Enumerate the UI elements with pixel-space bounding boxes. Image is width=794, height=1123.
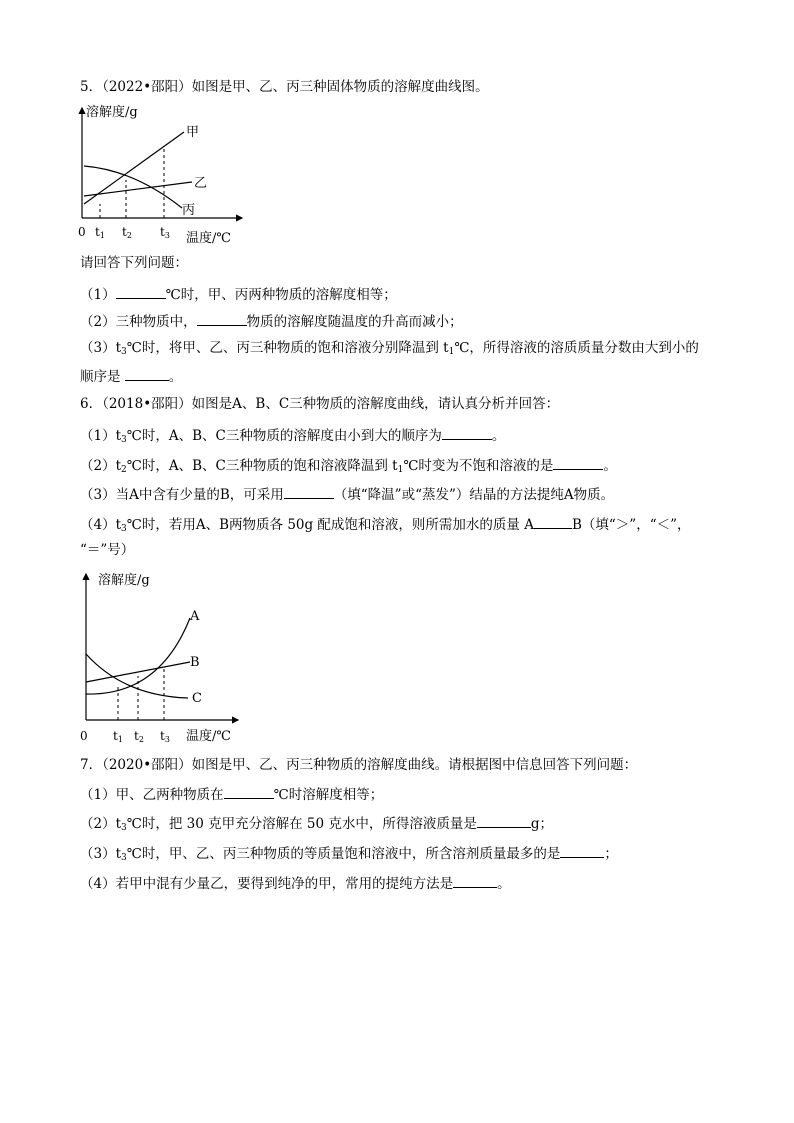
answer-blank[interactable] [224,784,274,799]
q5-title: 5．（2022•邵阳）如图是甲、乙、丙三种固体物质的溶解度曲线图。 [80,79,489,95]
tick-t1: t1 [95,225,105,240]
q6-sub3: （3）当A中含有少量的B，可采用 （填“降温”或“蒸发”）结晶的方法提纯A物质。 [80,484,614,504]
curve-yi [84,182,192,196]
y-axis-label: 溶解度/g [86,105,138,120]
q6-sub4-cont: “＝”号） [80,542,135,558]
tick-t3: t3 [160,729,170,744]
q6-title: 6．（2018•邵阳）如图是A、B、C三种物质的溶解度曲线，请认真分析并回答： [80,396,560,412]
origin-label: 0 [78,225,86,239]
q7-sub4: （4）若甲中混有少量乙，要得到纯净的甲，常用的提纯方法是 。 [80,873,511,893]
q7-sub2: $(2)t_3℃$时，把 30 克甲充分溶解在 50 克水中，所得溶液质量是 g； [80,813,553,837]
q6-sub2: $(2)t_2℃$时，A、B、C三种物质的饱和溶液降温到 $t_1℃$时变为不饱和溶液的是 。 [80,455,617,479]
answer-blank[interactable] [553,455,603,470]
answer-blank[interactable] [125,366,169,381]
q5-prompt: 请回答下列问题： [80,255,188,271]
curve-C [86,654,188,698]
answer-blank[interactable] [560,843,604,858]
origin-label: 0 [80,729,88,743]
tick-t2: t2 [134,729,144,744]
q5-sub1: （1） ℃时，甲、丙两种物质的溶解度相等； [80,284,397,304]
x-axis-label: 温度/℃ [186,231,231,246]
answer-blank[interactable] [534,514,572,529]
tick-t2: t2 [122,225,132,240]
answer-blank[interactable] [284,484,334,499]
x-axis-label: 温度/℃ [186,729,231,744]
y-axis-label: 溶解度/g [98,573,150,588]
answer-blank[interactable] [453,873,497,888]
answer-blank[interactable] [116,284,166,299]
q5-sub2: （2）三种物质中， 物质的溶解度随温度的升高而减小； [80,311,463,331]
q7-sub3: $(3)t_3℃$时，甲、乙、丙三种物质的等质量饱和溶液中，所含溶剂质量最多的是 ； [80,843,618,867]
curve-bing [84,166,182,208]
q7-sub1: （1）甲、乙两种物质在 ℃时溶解度相等； [80,784,383,804]
q6-sub4: $(4)t_3℃$时，若用A、B两物质各 50g 配成饱和溶液，则所需加水的质量 A B（填“＞”，“＜”， [80,514,691,538]
label-yi: 乙 [194,176,208,191]
q5-sub3-cont: 顺序是 。 [80,366,182,386]
tick-t1: t1 [113,729,123,744]
q6-sub1: $(1)t_3℃$时，A、B、C三种物质的溶解度由小到大的顺序为 。 [80,425,505,449]
q6-chart [64,566,254,746]
curve-B [86,662,190,682]
tick-t3: t3 [160,225,170,240]
answer-blank[interactable] [442,425,492,440]
label-jia: 甲 [186,125,200,140]
q5-sub3: $(3)t_3℃$时，将甲、乙、丙三种物质的饱和溶液分别降温到 $t_1℃$，所得溶液的溶质质量分数由大到小的 [80,340,699,357]
label-C: C [192,691,202,706]
answer-blank[interactable] [477,813,531,828]
label-bing: 丙 [182,203,196,218]
answer-blank[interactable] [197,311,247,326]
q5-chart [64,100,254,248]
q7-title: 7．（2020•邵阳）如图是甲、乙、丙三种物质的溶解度曲线。请根据图中信息回答下列问题： [80,757,638,773]
label-A: A [190,609,200,624]
label-B: B [190,655,200,670]
curve-A [86,618,190,694]
